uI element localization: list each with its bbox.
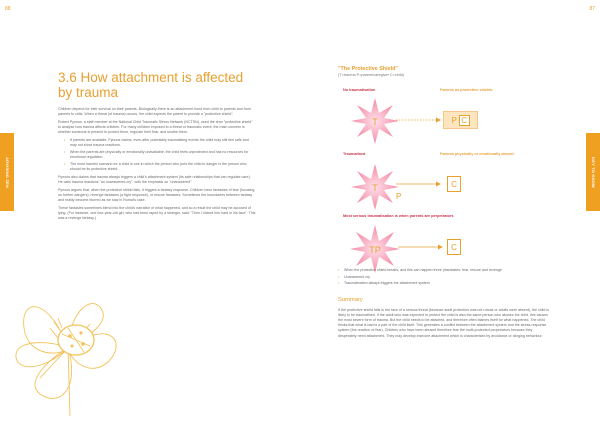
flower-illustration — [10, 278, 130, 418]
svg-text:T: T — [372, 183, 378, 193]
bullet-icon: • — [64, 138, 66, 143]
bullet-list-left — [64, 138, 256, 172]
bullet-icon: • — [338, 268, 340, 272]
diagram-legend: (T=trauma P=parent/caregiver C=child) — [338, 73, 404, 77]
paragraph-5: These fantasies sometimes blend into the child's narrative of what happened, and so a result the child may be accused of lying. (For instance, one four-year-old girl, who had been raped by a stranger, said: "Then I kicked him hard in his face". This was a revenge fantasy.) — [58, 205, 256, 221]
d2-right-label: Parents physically or emotionally absent — [440, 152, 514, 156]
list-item: • The most harmful scenario for a child is one in which the person who puts the child in danger is the person who should be its protective shield. — [64, 161, 247, 172]
left-page-content — [58, 70, 256, 224]
list-item: • When the protective shield breaks, and this can happen three phantasies: fear, rescue and revenge — [338, 268, 502, 272]
dotted-arrow-icon — [396, 117, 442, 123]
d1-left-label: No traumatisation — [343, 88, 376, 92]
parent-shield-box — [443, 111, 478, 129]
right-section-tab — [586, 133, 600, 211]
heading-line-1: 3.6 How attachment is affected — [58, 70, 244, 85]
d3-label: Most serious traumatisation is when parents are perpetrators — [343, 214, 454, 218]
summary-paragraph: If the protective shield fails in the face of a serious threat (because adult protection was not robust or adults were absent), the child is likely to be traumatised. If the adult who was expected to protect the child is also the same person who abuses the child, this causes the most severe form of trauma. But the child needs to be attached, and therefore often blames itself for what happened. The child thinks that what is bad is a part of the child itself. This generates a conflict between the attachment system and the stress-response system (the reaction of fear). Children who have been abused therefore fear the multi-protected perpetrators because they desperately need attachment. They may develop insecure attachment which is characterised by avoidance or clinging behaviour. — [338, 307, 549, 338]
trauma-star-icon — [350, 97, 400, 145]
ladybird-icon — [54, 318, 94, 355]
right-page-text — [338, 268, 550, 341]
svg-text:T: T — [372, 117, 378, 127]
left-section-tab-label: ADVISING ZEN — [4, 156, 10, 188]
absent-parent-letter: P — [396, 192, 402, 201]
d1-right-label: Parents as protective shields — [440, 88, 493, 92]
paragraph-1: Children depend for their survival on their parents. Biologically there is an attachment bond from child to parents and from parents to child. When a threat (of trauma) occurs, the child expects the parent to provide a "protective shield". — [58, 107, 251, 117]
bullet-icon: • — [338, 281, 340, 286]
right-section-tab-label: KEY TO KNOW — [590, 156, 596, 188]
paragraph-4: Pynoos argues that, when the protective shield fails, it triggers a fantasy response. Children have fantasies of fear (focusing on further dangers), revenge fantasies (a fight response), or rescue fantasies. Sometimes the boundaries between fantasy and reality become blurred as we saw in Romai's case. — [58, 187, 255, 203]
summary-heading: Summary — [338, 296, 363, 303]
diagram-title: "The Protective Shield" — [338, 66, 398, 72]
list-item: • If parents are available, Pynoos claims, even after potentially traumatising events the child may still feel safe and may not show trauma reactions. — [64, 138, 249, 148]
left-section-tab — [0, 133, 14, 211]
svg-text:TP: TP — [369, 245, 381, 255]
right-page-number: 87 — [589, 6, 595, 12]
parent-letter: P — [451, 115, 457, 125]
left-page-number: 88 — [5, 6, 11, 12]
paragraph-3: Pynoos also claims that trauma always triggers a child's attachment system (its safe relationships that can regulate care). He calls trauma reactions "an unanswered cry", with the emphasis on "unanswered". — [58, 174, 251, 184]
list-item: • Traumatisation always triggers the attachment system — [338, 281, 430, 286]
child-box: C — [447, 239, 461, 255]
section-heading — [58, 70, 256, 100]
arrow-icon — [398, 244, 444, 250]
arrow-icon — [396, 181, 442, 187]
bullet-icon: • — [64, 149, 66, 154]
trauma-parent-star-icon — [349, 224, 401, 274]
bullet-icon: • — [64, 161, 66, 166]
list-item: • Unanswered cry — [338, 274, 370, 279]
d2-left-label: Traumatised — [343, 152, 366, 156]
list-item: • When the parents are physically or emotionally unavailable, the child feels unprotected and has no resources for emotional regulation. — [64, 149, 249, 160]
protective-shield-diagram — [338, 66, 550, 77]
child-letter: C — [459, 115, 470, 126]
child-box: C — [447, 176, 461, 192]
paragraph-2: Robert Pynoos, a staff member at the National Child Traumatic Stress Network (NCTSN), used the term "protective shield" to analyse how trauma affects children. For many children exposed to a threat or traumatic event, the main concern is whether someone is present to protect them, regulate their fear, and soothe them. — [58, 119, 253, 135]
trauma-star-icon — [350, 163, 400, 211]
bullet-icon: • — [338, 274, 340, 279]
heading-line-2: by trauma — [58, 85, 119, 100]
